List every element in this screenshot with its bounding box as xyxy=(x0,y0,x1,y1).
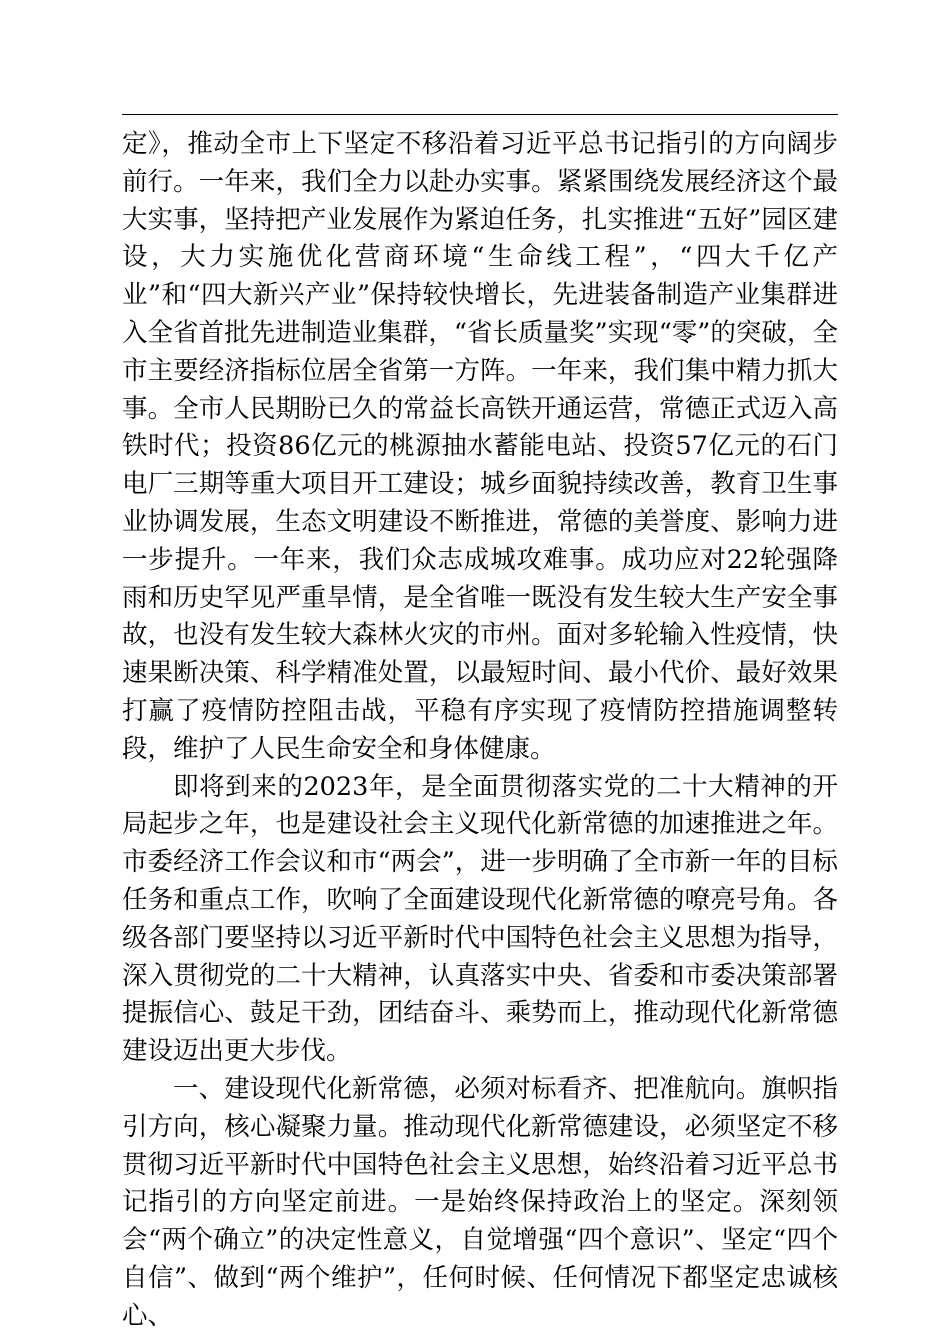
paragraph-2: 即将到来的2023年，是全面贯彻落实党的二十大精神的开局起步之年，也是建设社会主义现代化新常德的加速推进之年。市委经济工作会议和市“两会”，进一步明确了全市新一年的目标任务和重点工作，吹响了全面建设现代化新常德的嘹亮号角。各级各部门要坚持以习近平新时代中国特色社会主义思想为指导，深入贯彻党的二十大精神，认真落实中央、省委和市委决策部署提振信心、鼓足干劲，团结奋斗、乘势而上，推动现代化新常德建设迈出更大步伐。 xyxy=(122,771,838,1067)
paragraph-3: 一、建设现代化新常德，必须对标看齐、把准航向。旗帜指引方向，核心凝聚力量。推动现代化新常德建设，必须坚定不移贯彻习近平新时代中国特色社会主义思想，始终沿着习近平总书记指引的方向坚定前进。一是始终保持政治上的坚定。深刻领会“两个确立”的决定性意义，自觉增强“四个意识”、坚定“四个自信”、做到“两个维护”，任何时候、任何情况下都坚定忠诚核心、 xyxy=(122,1073,838,1331)
header-rule xyxy=(122,114,838,115)
paragraph-1: 定》，推动全市上下坚定不移沿着习近平总书记指引的方向阔步前行。一年来，我们全力以赴办实事。紧紧围绕发展经济这个最大实事，坚持把产业发展作为紧迫任务，扎实推进“五好”园区建设，大力实施优化营商环境“生命线工程”，“四大千亿产业”和“四大新兴产业”保持较快增长，先进装备制造产业集群进入全省首批先进制造业集群，“省长质量奖”实现“零”的突破，全市主要经济指标位居全省第一方阵。一年来，我们集中精力抓大事。全市人民期盼已久的常益长高铁开通运营，常德正式迈入高铁时代；投资86亿元的桃源抽水蓄能电站、投资57亿元的石门电厂三期等重大项目开工建设；城乡面貌持续改善，教育卫生事业协调发展，生态文明建设不断推进，常德的美誉度、影响力进一步提升。一年来，我们众志成城攻难事。成功应对22轮强降雨和历史罕见严重旱情，是全省唯一既没有发生较大生产安全事故，也没有发生较大森林火灾的市州。面对多轮输入性疫情，快速果断决策、科学精准处置，以最短时间、最小代价、最好效果打赢了疫情防控阻击战，平稳有序实现了疫情防控措施调整转段，维护了人民生命安全和身体健康。 xyxy=(122,129,838,764)
document-body xyxy=(122,126,838,1336)
